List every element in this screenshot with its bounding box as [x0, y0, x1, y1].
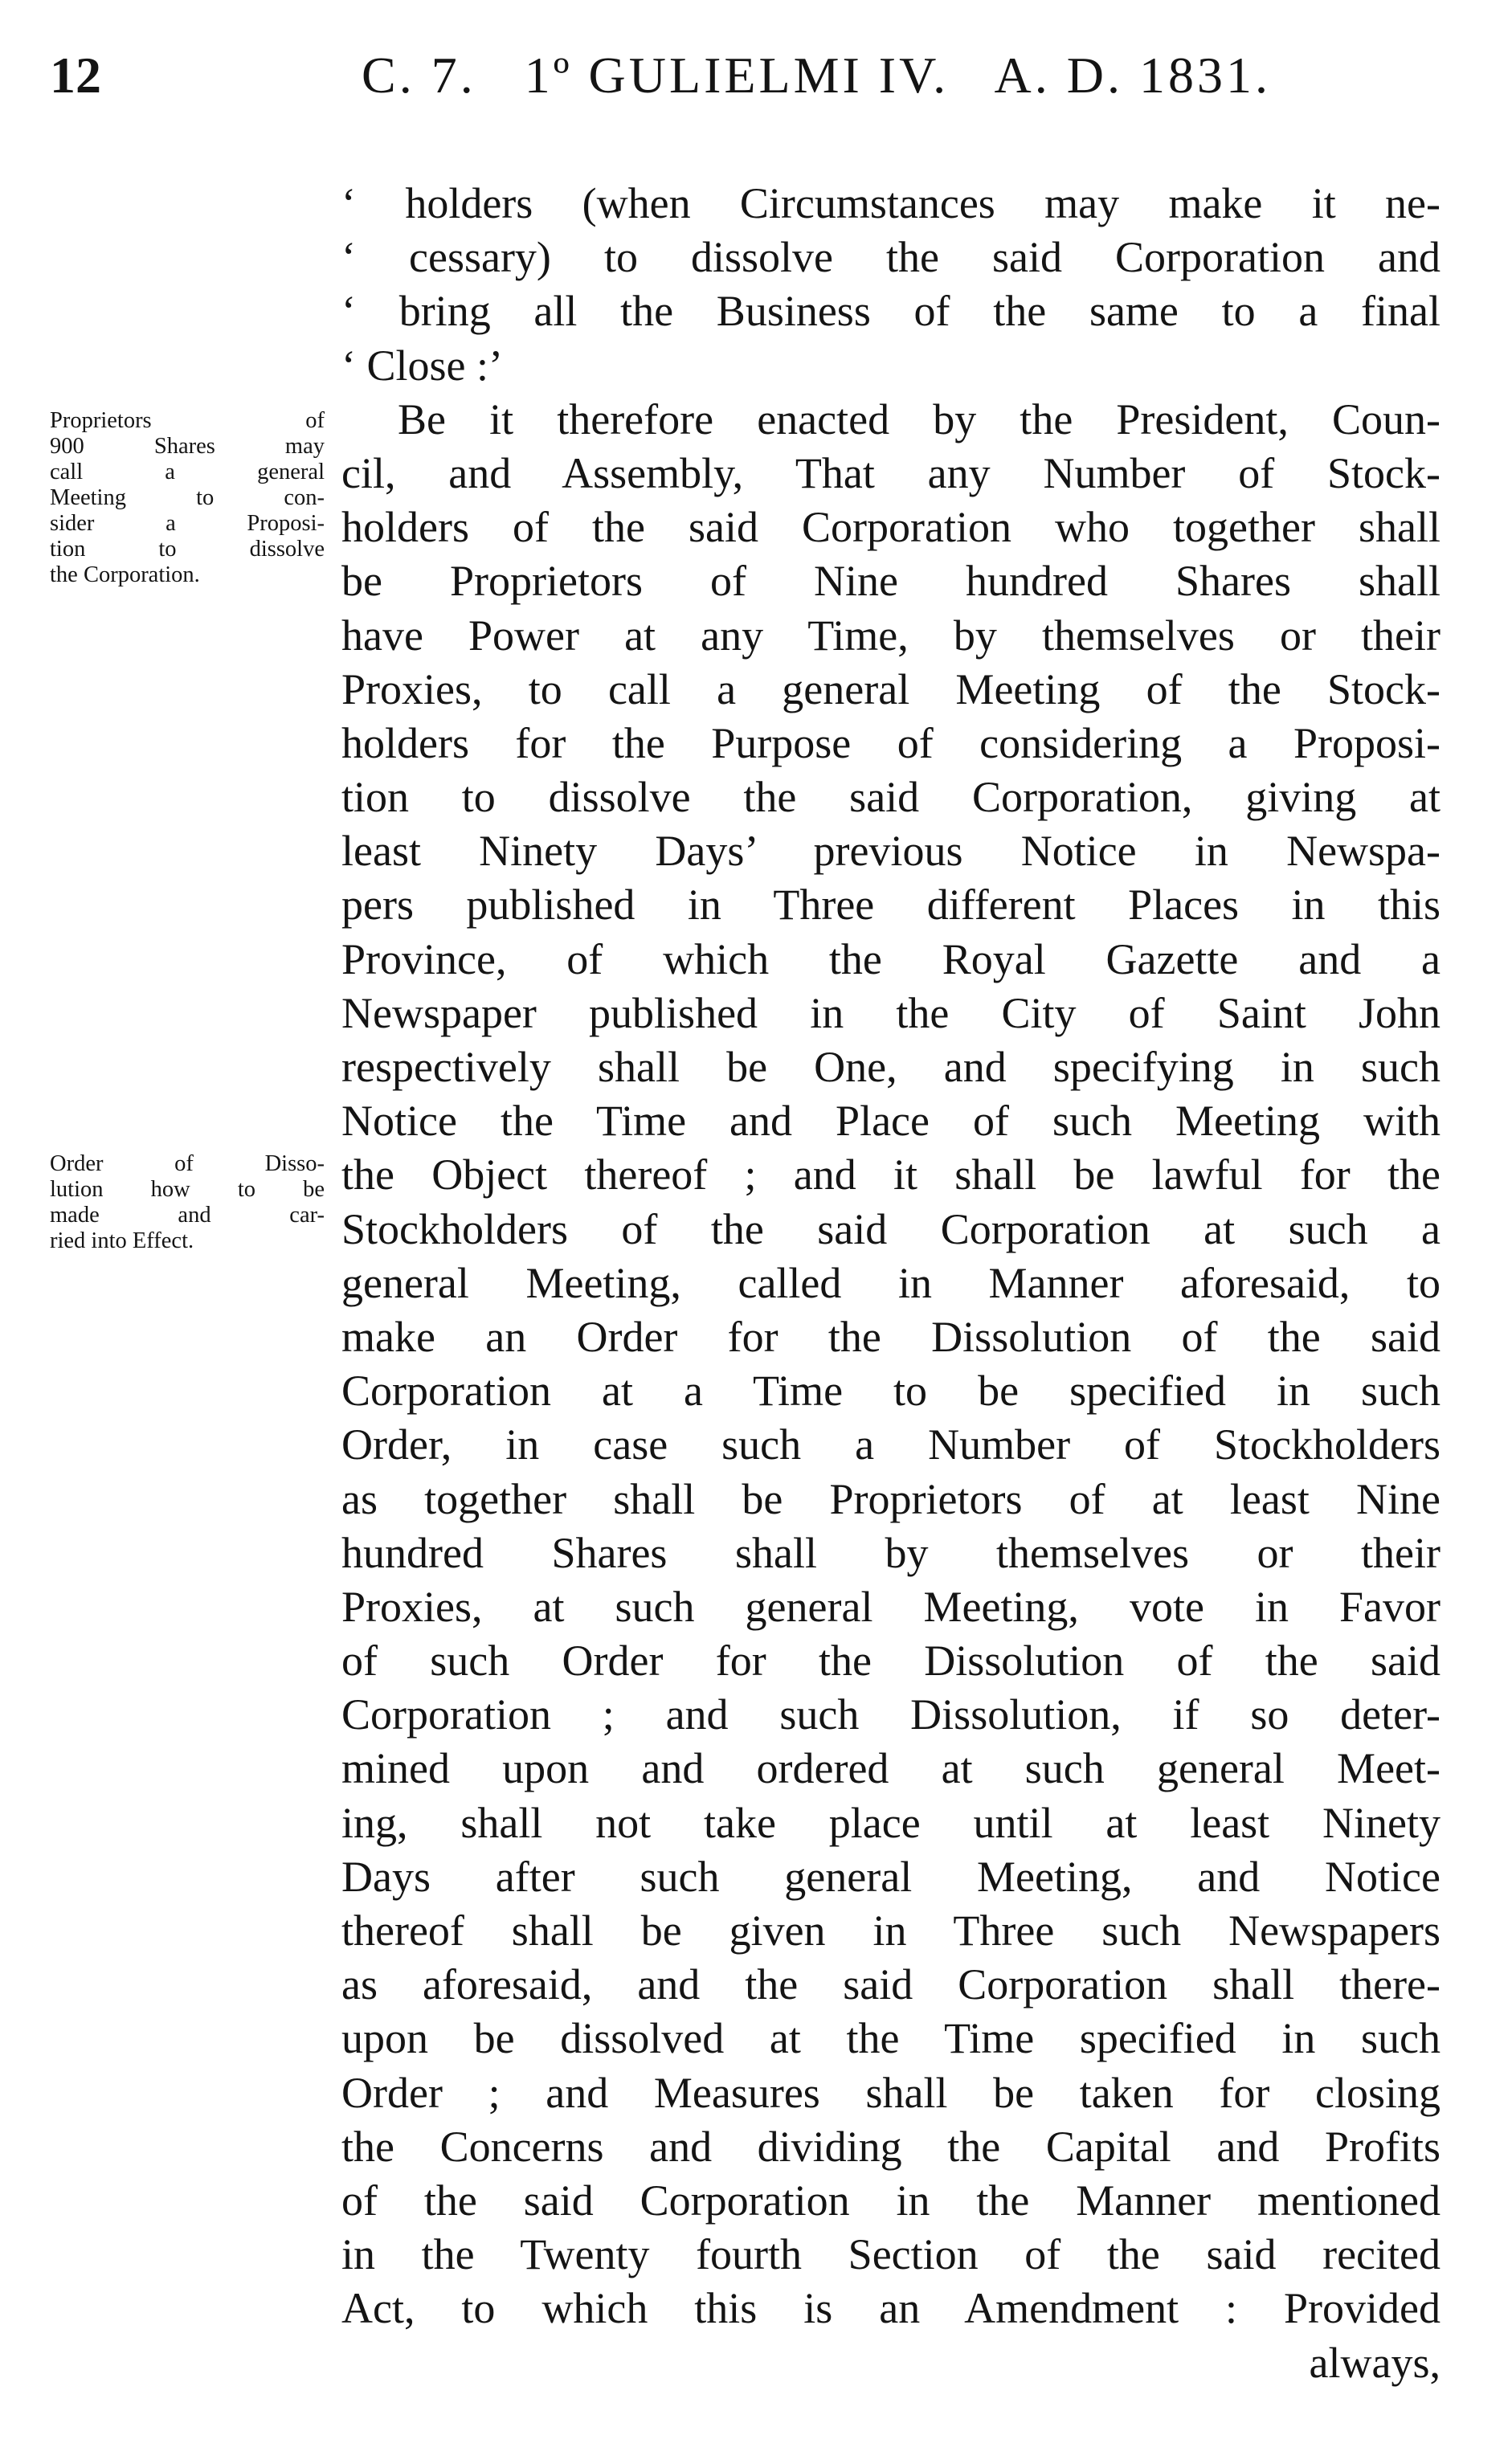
- body-line: least Ninety Days’ previous Notice in Newspa-: [341, 827, 1440, 876]
- body-line: in the Twenty fourth Section of the said recited: [341, 2230, 1440, 2279]
- running-head: C. 7. 1º GULIELMI IV. A. D. 1831.: [362, 47, 1271, 104]
- body-line: make an Order for the Dissolution of the said: [341, 1312, 1440, 1361]
- side-note-line: made and car-: [50, 1203, 325, 1228]
- body-line: tion to dissolve the said Corporation, giving at: [341, 773, 1440, 822]
- catchword: always,: [1309, 2338, 1440, 2387]
- body-line: ‘ cessary) to dissolve the said Corporation and: [341, 233, 1440, 282]
- body-line: cil, and Assembly, That any Number of Stock-: [341, 448, 1440, 497]
- body-text: [341, 177, 1440, 2390]
- body-line: of the said Corporation in the Manner mentioned: [341, 2176, 1440, 2225]
- side-note-line: ried into Effect.: [50, 1228, 194, 1253]
- body-line: ‘ holders (when Circumstances may make it ne-: [341, 179, 1440, 227]
- body-line: Act, to which this is an Amendment : Provided: [341, 2284, 1440, 2333]
- body-line: thereof shall be given in Three such Newspapers: [341, 1906, 1440, 1955]
- body-line: Newspaper published in the City of Saint John: [341, 988, 1440, 1037]
- body-line: pers published in Three different Places in this: [341, 881, 1440, 930]
- body-line: the Concerns and dividing the Capital and Profits: [341, 2122, 1440, 2171]
- body-line: be Proprietors of Nine hundred Shares shall: [341, 557, 1440, 606]
- page-number: 12: [50, 47, 101, 104]
- body-line: as aforesaid, and the said Corporation shall there-: [341, 1960, 1440, 2009]
- body-line: of such Order for the Dissolution of the said: [341, 1637, 1440, 1686]
- body-line: Notice the Time and Place of such Meeting with: [341, 1097, 1440, 1146]
- body-line: Order, in case such a Number of Stockholders: [341, 1420, 1440, 1469]
- side-note-line: sider a Proposi-: [50, 511, 325, 536]
- side-note-dissolution-order: [50, 1151, 325, 1254]
- body-line: Corporation at a Time to be specified in such: [341, 1367, 1440, 1416]
- side-note-line: tion to dissolve: [50, 537, 325, 562]
- side-note-line: the Corporation.: [50, 562, 200, 587]
- body-line: general Meeting, called in Manner aforesaid, to: [341, 1258, 1440, 1307]
- body-line: as together shall be Proprietors of at least Nine: [341, 1474, 1440, 1523]
- body-line: have Power at any Time, by themselves or their: [341, 611, 1440, 660]
- body-line: respectively shall be One, and specifying in such: [341, 1043, 1440, 1091]
- body-line: ing, shall not take place until at least Ninety: [341, 1798, 1440, 1847]
- body-line: the Object thereof ; and it shall be lawful for the: [341, 1150, 1440, 1199]
- body-line: Proxies, at such general Meeting, vote in Favor: [341, 1582, 1440, 1631]
- body-line: Days after such general Meeting, and Notice: [341, 1852, 1440, 1901]
- body-line: hundred Shares shall by themselves or their: [341, 1528, 1440, 1577]
- body-line: mined upon and ordered at such general Meet-: [341, 1744, 1440, 1793]
- body-line: ‘ bring all the Business of the same to a final: [341, 287, 1440, 336]
- body-line: ‘ Close :’: [341, 341, 503, 390]
- page-header: [50, 43, 1448, 108]
- body-line: Corporation ; and such Dissolution, if so deter-: [341, 1690, 1440, 1739]
- side-note-proprietors: [50, 408, 325, 588]
- body-line: Stockholders of the said Corporation at such a: [341, 1204, 1440, 1253]
- body-line: Province, of which the Royal Gazette and a: [341, 934, 1440, 983]
- side-note-line: Proprietors of: [50, 408, 325, 433]
- body-line: holders for the Purpose of considering a Proposi-: [341, 718, 1440, 767]
- body-line: Order ; and Measures shall be taken for closing: [341, 2068, 1440, 2117]
- body-line: Proxies, to call a general Meeting of the Stock-: [341, 664, 1440, 713]
- side-note-line: call a general: [50, 460, 325, 484]
- body-line: upon be dissolved at the Time specified in such: [341, 2014, 1440, 2063]
- body-line: holders of the said Corporation who together shall: [341, 503, 1440, 552]
- side-note-line: lution how to be: [50, 1177, 325, 1202]
- enacting-clause-line: Be it therefore enacted by the President, Coun-: [398, 394, 1440, 443]
- side-note-line: 900 Shares may: [50, 434, 325, 459]
- side-note-line: Order of Disso-: [50, 1151, 325, 1176]
- side-note-line: Meeting to con-: [50, 485, 325, 510]
